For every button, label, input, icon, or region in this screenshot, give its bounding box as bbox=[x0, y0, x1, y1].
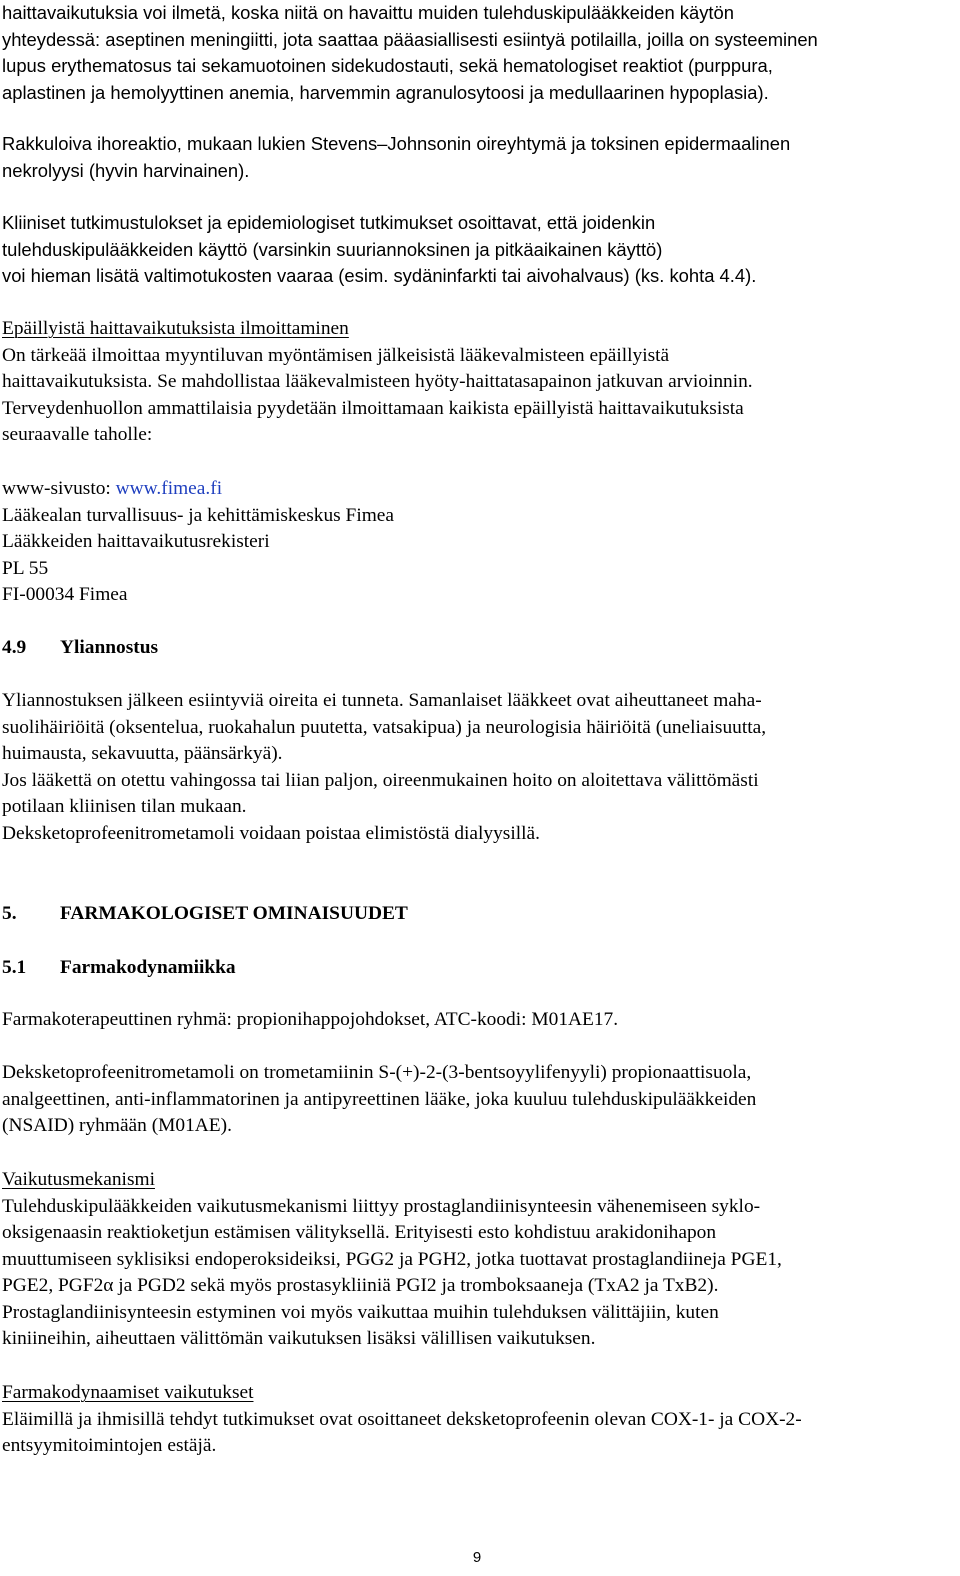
reporting-contact bbox=[2, 476, 956, 609]
text-line: Kliiniset tutkimustulokset ja epidemiologiset tutkimukset osoittavat, että joidenkin bbox=[2, 212, 656, 233]
text-line: aplastinen ja hemolyyttinen anemia, harvemmin agranulosytoosi ja medullaarinen hypoplasia). bbox=[2, 81, 769, 103]
text-line: kiniineihin, aiheuttaen välittömän vaikutuksen lisäksi välillisen vaikutuksen. bbox=[2, 1328, 596, 1349]
text-line: Rakkuloiva ihoreaktio, mukaan lukien Stevens–Johnsonin oireyhtymä ja toksinen epidermaalinen bbox=[2, 133, 791, 154]
overdose-paragraph bbox=[2, 688, 956, 847]
section-number: 4.9 bbox=[2, 637, 27, 658]
pd-effects-title: Farmakodynaamiset vaikutukset bbox=[2, 1382, 254, 1403]
text-line: nekrolyysi (hyvin harvinainen). bbox=[2, 159, 250, 181]
text-line: Terveydenhuollon ammattilaisia pyydetään ilmoittamaan kaikista epäillyistä haittavaikutuksista bbox=[2, 397, 744, 419]
text-line: voi hieman lisätä valtimotukosten vaaraa (esim. sydäninfarkti tai aivohalvaus) (ks. kohta 4.4). bbox=[2, 265, 757, 286]
address-line: FI-00034 Fimea bbox=[2, 584, 128, 605]
mechanism-title: Vaikutusmekanismi bbox=[2, 1169, 155, 1190]
section-5-1-heading bbox=[2, 955, 956, 981]
reporting-title: Epäillyistä haittavaikutuksista ilmoittaminen bbox=[2, 318, 349, 339]
text-line: Deksketoprofeenitrometamoli voidaan poistaa elimistöstä dialyysillä. bbox=[2, 822, 540, 844]
text-line: PGE2, PGF2α ja PGD2 sekä myös prostasykliiniä PGI2 ja tromboksaaneja (TxA2 ja TxB2). bbox=[2, 1275, 719, 1296]
page-number: 9 bbox=[472, 1549, 482, 1566]
text-line: Eläimillä ja ihmisillä tehdyt tutkimukset ovat osoittaneet deksketoprofeenin olevan COX-1- ja COX-2- bbox=[2, 1408, 802, 1430]
pharmacodynamic-effects-section bbox=[2, 1380, 956, 1460]
mechanism-section bbox=[2, 1167, 956, 1353]
address-line: PL 55 bbox=[2, 557, 49, 579]
text-line: oksigenaasin reaktioketjun estämisen välityksellä. Erityisesti esto kohdistuu arakidonihapon bbox=[2, 1222, 717, 1243]
text-line: Jos lääkettä on otettu vahingossa tai liian paljon, oireenmukainen hoito on aloitettava välittömästi bbox=[2, 769, 759, 791]
pharmacotherapeutic-group bbox=[2, 1007, 956, 1034]
text-line: (NSAID) ryhmään (M01AE). bbox=[2, 1115, 232, 1136]
section-number: 5. bbox=[2, 903, 17, 924]
text-line: On tärkeää ilmoittaa myyntiluvan myöntämisen jälkeisistä lääkevalmisteen epäillyistä bbox=[2, 344, 670, 366]
text-line: Yliannostuksen jälkeen esiintyviä oireita ei tunneta. Samanlaiset lääkkeet ovat aiheuttaneet maha- bbox=[2, 690, 762, 711]
website-label: www-sivusto: bbox=[2, 478, 116, 499]
text-line: Tulehduskipulääkkeiden vaikutusmekanismi liittyy prostaglandiinisynteesin vähenemiseen syklo- bbox=[2, 1195, 761, 1217]
section-title: Farmakodynamiikka bbox=[60, 957, 236, 978]
paragraph-clinical-studies bbox=[2, 210, 956, 290]
text-line: seuraavalle taholle: bbox=[2, 424, 153, 445]
substance-description bbox=[2, 1060, 956, 1140]
text-line: lupus erythematosus tai sekamuotoinen sidekudostauti, sekä hematologiset reaktiot (purppura, bbox=[2, 55, 773, 76]
text-line: yhteydessä: aseptinen meningiitti, jota saattaa pääasiallisesti esiintyä potilailla, joilla on systeeminen bbox=[2, 28, 818, 50]
text-line: huimausta, sekavuutta, päänsärkyä). bbox=[2, 743, 283, 764]
address-line: Lääkkeiden haittavaikutusrekisteri bbox=[2, 531, 270, 552]
section-4-9-heading bbox=[2, 635, 956, 661]
text-line: suolihäiriöitä (oksentelua, ruokahalun puutetta, vatsakipua) ja neurologisia häiriöitä (uneliaisuutta, bbox=[2, 716, 767, 738]
text-line: haittavaikutuksia voi ilmetä, koska niitä on havaittu muiden tulehduskipulääkkeiden käytön bbox=[2, 2, 734, 23]
text-line: potilaan kliinisen tilan mukaan. bbox=[2, 796, 247, 817]
text-line: entsyymitoimintojen estäjä. bbox=[2, 1435, 217, 1456]
text-line: tulehduskipulääkkeiden käyttö (varsinkin suuriannoksinen ja pitkäaikainen käyttö) bbox=[2, 238, 663, 260]
paragraph-adverse-effects-continued bbox=[2, 0, 956, 106]
text-line: muuttumiseen syklisiksi endoperoksideiksi, PGG2 ja PGH2, jotka tuottavat prostaglandiineja PGE1, bbox=[2, 1248, 782, 1270]
text-line: haittavaikutuksista. Se mahdollistaa lääkevalmisteen hyöty-haittatasapainon jatkuvan arvioinnin. bbox=[2, 371, 753, 392]
section-number: 5.1 bbox=[2, 957, 27, 978]
reporting-section bbox=[2, 316, 956, 449]
section-title: FARMAKOLOGISET OMINAISUUDET bbox=[60, 903, 408, 924]
section-title: Yliannostus bbox=[60, 637, 159, 658]
address-line: Lääkealan turvallisuus- ja kehittämiskeskus Fimea bbox=[2, 504, 395, 526]
text-line: analgeettinen, anti-inflammatorinen ja antipyreettinen lääke, joka kuuluu tulehduskipulääkkeiden bbox=[2, 1088, 757, 1110]
text-line: Deksketoprofeenitrometamoli on trometamiinin S-(+)-2-(3-bentsoyylifenyyli) propionaattisuola, bbox=[2, 1062, 752, 1083]
paragraph-skin-reaction bbox=[2, 131, 956, 184]
fimea-website-link[interactable]: www.fimea.fi bbox=[115, 478, 223, 499]
section-5-heading bbox=[2, 901, 956, 927]
text-line: Prostaglandiinisynteesin estyminen voi myös vaikuttaa muihin tulehduksen välittäjiin, kuten bbox=[2, 1301, 719, 1323]
text-line: Farmakoterapeuttinen ryhmä: propionihappojohdokset, ATC-koodi: M01AE17. bbox=[2, 1009, 619, 1030]
website-line bbox=[2, 476, 956, 503]
